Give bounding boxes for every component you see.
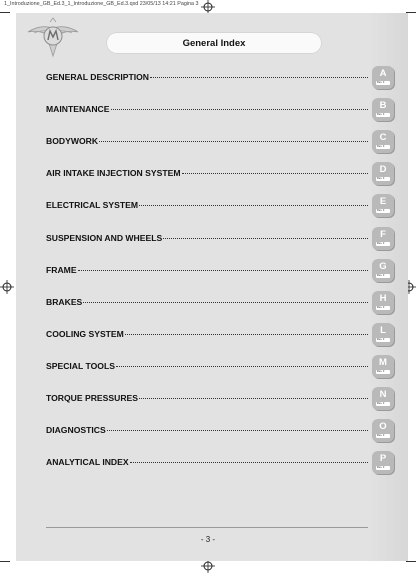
section-tab[interactable]: [372, 227, 394, 250]
section-tab-revision: Rev. 3: [376, 209, 390, 213]
dot-leader: [163, 238, 368, 239]
index-entry[interactable]: [46, 265, 368, 277]
section-tab-revision: Rev. 3: [376, 466, 390, 470]
index-entry-label: COOLING SYSTEM: [46, 329, 124, 339]
dot-leader: [139, 398, 368, 399]
index-entry-label: ELECTRICAL SYSTEM: [46, 200, 138, 210]
section-tab[interactable]: [372, 162, 394, 185]
index-entry[interactable]: [46, 393, 368, 405]
crop-mark-bottom-right: [406, 561, 416, 562]
registration-mark-left-icon: [0, 280, 14, 294]
dot-leader: [150, 77, 368, 78]
section-tab-revision: Rev. 3: [376, 177, 390, 181]
section-tab[interactable]: [372, 98, 394, 121]
section-tab[interactable]: [372, 194, 394, 217]
section-tab-revision: Rev. 3: [376, 81, 390, 85]
section-tab[interactable]: [372, 323, 394, 346]
dot-leader: [78, 270, 368, 271]
page-number: - 3 -: [200, 535, 216, 544]
index-entry[interactable]: [46, 361, 368, 373]
index-entry[interactable]: [46, 233, 368, 245]
index-entry[interactable]: [46, 136, 368, 148]
section-tab-revision: Rev. 3: [376, 274, 390, 278]
index-entry-label: BRAKES: [46, 297, 83, 307]
section-tab[interactable]: [372, 130, 394, 153]
section-tab-revision: Rev. 3: [376, 145, 390, 149]
index-entry-label: BODYWORK: [46, 136, 99, 146]
section-tab-letter: C: [379, 132, 387, 143]
index-entry[interactable]: [46, 72, 368, 84]
section-tab[interactable]: [372, 259, 394, 282]
index-entry[interactable]: [46, 457, 368, 469]
index-entry-label: GENERAL DESCRIPTION: [46, 72, 149, 82]
section-tab-letter: A: [379, 68, 387, 79]
index-entry-label: TORQUE PRESSURES: [46, 393, 139, 403]
section-tab-letter: O: [379, 421, 387, 432]
index-entry[interactable]: [46, 168, 368, 180]
crop-mark-bottom-left: [0, 561, 10, 562]
index-entry-label: AIR INTAKE INJECTION SYSTEM: [46, 168, 181, 178]
index-entry[interactable]: [46, 200, 368, 212]
section-tab-revision: Rev. 3: [376, 242, 390, 246]
dot-leader: [130, 462, 368, 463]
index-entry-label: DIAGNOSTICS: [46, 425, 106, 435]
header-bar: [106, 32, 322, 54]
index-entry-label: MAINTENANCE: [46, 104, 110, 114]
print-slug: 1_Introduzione_GB_Ed.3_1_Introduzione_GB_Ed.3.qxd 23/05/13 14:21 Pagina 3: [4, 1, 199, 7]
dot-leader: [83, 302, 368, 303]
section-tab[interactable]: [372, 387, 394, 410]
section-tab-letter: H: [379, 293, 387, 304]
dot-leader: [107, 430, 368, 431]
page-edge-shade: [368, 13, 408, 561]
dot-leader: [116, 366, 368, 367]
page-sheet: [16, 13, 408, 561]
index-entry-label: FRAME: [46, 265, 77, 275]
section-tab[interactable]: [372, 451, 394, 474]
crop-mark-top-left: [0, 12, 10, 13]
index-entry[interactable]: [46, 297, 368, 309]
dot-leader: [125, 334, 368, 335]
section-tab-revision: Rev. 3: [376, 402, 390, 406]
section-tab-letter: L: [380, 325, 386, 336]
dot-leader: [111, 109, 369, 110]
section-tab-revision: Rev. 3: [376, 370, 390, 374]
mv-agusta-logo-icon: [26, 16, 80, 58]
section-tab-letter: D: [379, 164, 387, 175]
section-tab-letter: E: [379, 196, 387, 207]
section-tab-letter: P: [379, 453, 387, 464]
section-tab-revision: Rev. 3: [376, 113, 390, 117]
section-tab-letter: F: [380, 229, 386, 240]
section-tab-letter: G: [379, 261, 387, 272]
section-tab[interactable]: [372, 355, 394, 378]
section-tab[interactable]: [372, 66, 394, 89]
dot-leader: [139, 205, 368, 206]
dot-leader: [182, 173, 369, 174]
section-tab-revision: Rev. 3: [376, 338, 390, 342]
index-entry-label: SPECIAL TOOLS: [46, 361, 115, 371]
index-entry[interactable]: [46, 329, 368, 341]
registration-mark-bottom-icon: [201, 559, 215, 573]
page-title: General Index: [182, 37, 246, 49]
section-tab-revision: Rev. 3: [376, 434, 390, 438]
footer-rule: [46, 527, 368, 528]
dot-leader: [99, 141, 368, 142]
section-tab-revision: Rev. 3: [376, 306, 390, 310]
section-tab-letter: M: [379, 357, 387, 368]
section-tab[interactable]: [372, 419, 394, 442]
index-entry[interactable]: [46, 425, 368, 437]
section-tab-letter: N: [379, 389, 387, 400]
section-tab-letter: B: [379, 100, 387, 111]
registration-mark-top-icon: [201, 0, 215, 14]
index-entry[interactable]: [46, 104, 368, 116]
section-tab[interactable]: [372, 291, 394, 314]
index-entry-label: ANALYTICAL INDEX: [46, 457, 129, 467]
index-entry-label: SUSPENSION AND WHEELS: [46, 233, 163, 243]
